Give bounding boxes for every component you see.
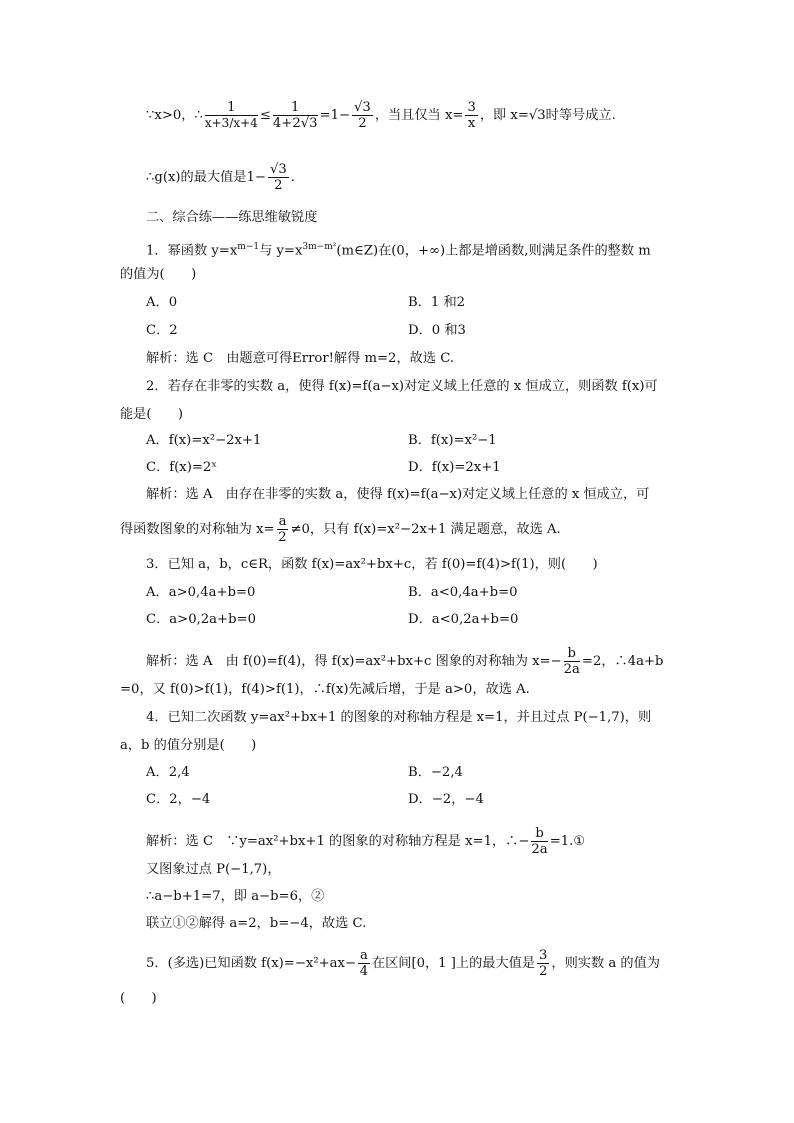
option-c: C．a>0,2a+b=0 [146,612,256,627]
text: . [290,170,295,185]
option-a: A．a>0,4a+b=0 [146,585,256,600]
fraction [358,948,370,979]
fraction [564,646,580,677]
answer-4-line-3: ∴a−b+1=7，即 a−b=6，② [146,889,325,904]
question-4-stem-cont: a，b 的值分别是( ) [120,738,257,753]
fraction [273,100,318,131]
denominator: 2 [274,178,283,193]
solution-line-2 [146,162,295,193]
fraction [205,100,258,131]
numerator: b [564,646,580,662]
text: 1．幂函数 y=x [146,243,238,259]
question-5-stem-cont: ( ) [120,991,157,1006]
option-d: D．f(x)=2x+1 [408,460,501,475]
option-b: B．f(x)=x²−1 [408,433,497,448]
text: 在区间[0，1 ]上的最大值是 [371,956,536,971]
option-b: B．−2,4 [408,765,463,780]
text: 解析：选 C ∵y=ax²+bx+1 的图象的对称轴方程是 x=1，∴− [146,834,530,849]
text: =1.① [549,834,586,849]
denominator: 2 [539,964,548,979]
numerator: 3 [539,948,548,963]
option-d: D．0 和3 [408,323,466,338]
numerator: a [278,514,287,529]
question-2-stem: 2．若存在非零的实数 a，使得 f(x)=f(a−x)对定义域上任意的 x 恒成立，则函数 f(x)可 [146,379,658,394]
fraction [352,100,373,131]
numerator: b [531,826,547,842]
denominator: 4+2√3 [272,116,318,131]
denominator: 2 [358,116,367,131]
question-1-stem [146,238,651,260]
question-2-stem-cont: 能是( ) [120,407,184,422]
fraction [277,514,289,545]
fraction [268,162,289,193]
answer-1: 解析：选 C 由题意可得Error!解得 m=2，故选 C. [146,351,455,366]
option-d: D．a<0,2a+b=0 [408,612,519,627]
question-3-stem: 3．已知 a，b，c∈R，函数 f(x)=ax²+bx+c，若 f(0)=f(4)>f(1)，则( ) [146,557,598,572]
answer-2: 解析：选 A 由存在非零的实数 a，使得 f(x)=f(a−x)对定义域上任意的 x 恒成立，可 [146,487,650,502]
answer-3 [146,646,663,677]
exponent: 3m−m² [302,242,337,252]
denominator: 2a [531,842,548,857]
text: 得函数图象的对称轴为 x= [120,522,275,537]
question-4-stem: 4．已知二次函数 y=ax²+bx+1 的图象的对称轴方程是 x=1，并且过点 P(−1,7)，则 [146,710,652,725]
answer-4-line-2: 又图象过点 P(−1,7)， [146,862,281,877]
text: =1− [319,108,351,123]
option-d: D．−2，−4 [408,792,484,807]
option-a: A．0 [146,295,178,310]
denominator: x [467,116,476,131]
text: ，当且仅当 x= [374,108,464,123]
question-5-stem [146,948,660,979]
option-b: B．a<0,4a+b=0 [408,585,518,600]
text: (m∈Z)在(0，+∞)上都是增函数,则满足条件的整数 m [336,243,651,259]
exponent: m−1 [237,242,260,252]
text: =2，∴4a+b [581,654,664,669]
text: ∴g(x)的最大值是1− [146,170,266,185]
text: ≠0，只有 f(x)=x²−2x+1 满足题意，故选 A. [290,522,561,537]
text: 与 y=x [259,243,303,259]
numerator: √3 [269,162,287,177]
fraction [465,100,477,131]
text: 解析：选 A 由 f(0)=f(4)，得 f(x)=ax²+bx+c 图象的对称轴为 x=− [146,654,562,669]
text: ∵x>0，∴ [146,108,203,123]
answer-4 [146,826,585,857]
text: ，即 x=√3时等号成立. [479,108,616,123]
numerator: 1 [273,100,318,116]
section-title: 二、综合练——练思维敏锐度 [146,210,318,225]
fraction [537,948,549,979]
solution-line-1 [146,100,616,131]
text: ，则实数 a 的值为 [551,956,660,971]
denominator: 2 [278,530,287,545]
question-1-stem-cont: 的值为( ) [120,267,197,282]
denominator: 2a [563,662,580,677]
text: ≤ [259,108,271,123]
option-a: A．f(x)=x²−2x+1 [146,433,262,448]
option-b: B．1 和2 [408,295,466,310]
denominator: 4 [359,964,369,979]
option-c: C．f(x)=2ˣ [146,460,217,475]
option-c: C．2 [146,323,178,338]
option-a: A．2,4 [146,765,190,780]
option-c: C．2，−4 [146,792,211,807]
text: 5．(多选)已知函数 f(x)=−x²+ax− [146,956,357,971]
answer-4-line-4: 联立①②解得 a=2，b=−4，故选 C. [146,916,367,931]
numerator: a [360,948,368,963]
numerator: 3 [467,100,476,115]
fraction [531,826,547,857]
answer-3-cont: =0，又 f(0)>f(1)，f(4)>f(1)，∴f(x)先减后增，于是 a>0，故选 A. [120,682,530,697]
numerator: √3 [354,100,371,115]
denominator: x+3/x+4 [204,116,258,130]
answer-2-cont [120,514,561,545]
numerator: 1 [205,100,258,116]
